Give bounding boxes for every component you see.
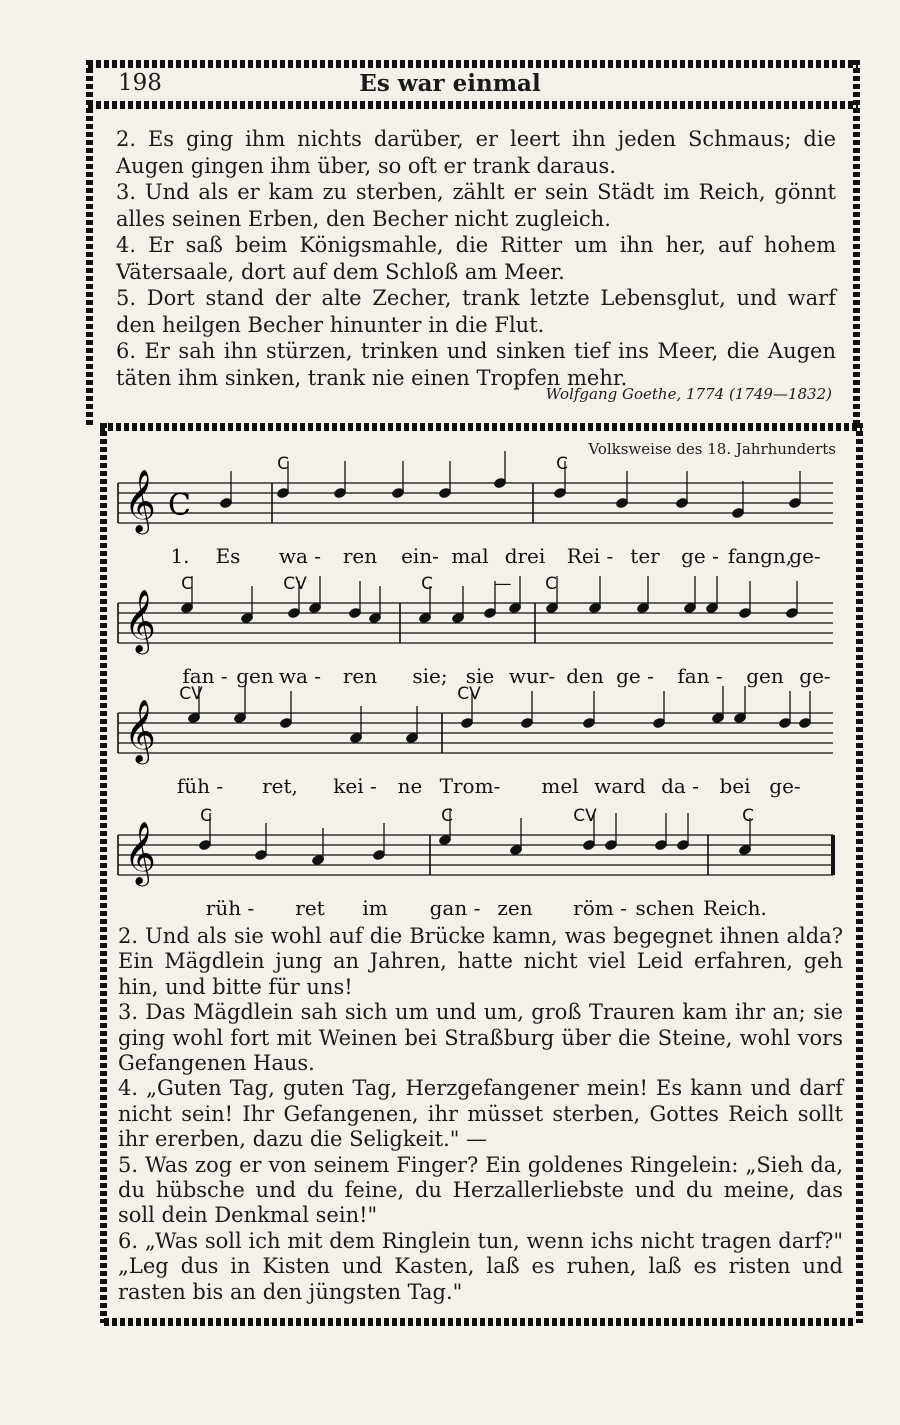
lyric-syllable: zen <box>497 896 533 920</box>
treble-clef-icon: 𝄞 <box>124 469 156 532</box>
chord-symbol: CV <box>573 806 597 826</box>
lyric-syllable: drei <box>504 544 546 568</box>
chord-symbol: C <box>545 574 557 594</box>
lyric-syllable: fan - <box>677 664 723 688</box>
poem-stanza-4: 4. Er saß beim Königsmahle, die Ritter um ihn her, auf hohem Vätersaale, dort auf dem Schloß am Meer. <box>116 233 836 284</box>
lyric-syllable: ren <box>342 664 378 688</box>
common-time-symbol: C <box>168 488 191 523</box>
lyric-syllable: wa - <box>278 544 322 568</box>
lyric-syllable: im <box>362 896 388 920</box>
lyric-syllable: ge - <box>681 544 719 568</box>
lyric-syllable: gen <box>236 664 274 688</box>
chord-symbol: C <box>742 806 754 826</box>
chord-symbol: C <box>421 574 433 594</box>
lyric-syllable: ge- <box>789 544 821 568</box>
lyric-syllable: ter <box>630 544 660 568</box>
treble-clef-icon: 𝄞 <box>124 821 156 884</box>
lyric-syllable: ge - <box>616 664 654 688</box>
lyric-syllable: kei - <box>333 774 377 798</box>
verse-4: 4. „Guten Tag, guten Tag, Herzgefangener mein! Es kann und darf nicht sein! Ihr Gefangenen, ihr müsset sterben, Gottes Reich sollt ihr ererben, dazu die Seligkeit." — <box>118 1076 843 1152</box>
verse-6: 6. „Was soll ich mit dem Ringlein tun, wenn ichs nicht tragen darf?" „Leg dus in Kisten und Kasten, laß es ruhen, laß es risten und rasten bis an den jüngsten Tag." <box>118 1228 843 1304</box>
treble-clef-icon: 𝄞 <box>124 589 156 652</box>
lyric-syllable: mal <box>451 544 489 568</box>
lyric-syllable: ge- <box>799 664 831 688</box>
lyric-syllable: Reich. <box>703 896 767 920</box>
chord-symbol: CV <box>283 574 307 594</box>
melody-credit: Volksweise des 18. Jahrhunderts <box>588 440 836 458</box>
poem-stanza-5: 5. Dort stand der alte Zecher, trank letzte Lebensglut, und warf den heilgen Becher hinunter in die Flut. <box>116 286 836 337</box>
chord-symbol: C <box>277 454 289 474</box>
verse-3: 3. Das Mägdlein sah sich um und um, groß Trauren kam ihr an; sie ging wohl fort mit Weinen bei Straßburg über die Steine, wohl vors Gefangenen Haus. <box>118 1000 843 1076</box>
page-number: 198 <box>118 70 162 96</box>
lyric-syllable: gen <box>746 664 784 688</box>
lyric-syllable: gan - <box>429 896 481 920</box>
chord-symbol: C <box>556 454 568 474</box>
lyric-syllable: wa - <box>278 664 322 688</box>
lyric-syllable: Es <box>215 544 241 568</box>
running-title: Es war einmal <box>359 70 541 97</box>
chord-symbol: C <box>200 806 212 826</box>
lyric-syllable: ren <box>342 544 378 568</box>
poem-stanza-6: 6. Er sah ihn stürzen, trinken und sinken tief ins Meer, die Augen täten ihm sinken, trank nie einen Tropfen mehr. <box>116 339 836 390</box>
lyric-syllable: Trom- <box>439 774 501 798</box>
verse-5: 5. Was zog er von seinem Finger? Ein goldenes Ringelein: „Sieh da, du hübsche und du feine, du Herzallerliebste und du meine, das soll dein Denkmal sein!" <box>118 1152 843 1228</box>
lyric-syllable: wur- <box>508 664 556 688</box>
lyric-syllable: den <box>566 664 604 688</box>
poem-stanza-3: 3. Und als er kam zu sterben, zählt er sein Städt im Reich, gönnt alles seinen Erben, den Becher nicht zugleich. <box>116 180 836 231</box>
lyric-syllable: sie; <box>412 664 448 688</box>
chord-symbol: CV <box>457 684 481 704</box>
lyric-syllable: da - <box>661 774 699 798</box>
lyric-syllable: fangn, <box>727 544 793 568</box>
bottom-border <box>104 1318 856 1326</box>
lyric-syllable: 1. <box>170 544 190 568</box>
lyric-syllable: mel <box>541 774 579 798</box>
treble-clef-icon: 𝄞 <box>124 699 156 762</box>
lyric-syllable: fan - <box>182 664 228 688</box>
chord-symbol: — <box>494 574 512 594</box>
poem-attribution: Wolfgang Goethe, 1774 (1749—1832) <box>545 385 832 403</box>
lyric-syllable: ein- <box>401 544 439 568</box>
chord-symbol: C <box>181 574 193 594</box>
lyric-syllable: bei <box>719 774 751 798</box>
lyric-syllable: Rei - <box>566 544 614 568</box>
lyric-syllable: schen <box>635 896 695 920</box>
lyric-syllable: röm - <box>573 896 627 920</box>
lyric-syllable: rüh - <box>205 896 255 920</box>
lyric-syllable: ge- <box>769 774 801 798</box>
chord-symbol: C <box>441 806 453 826</box>
lyric-syllable: sie <box>465 664 495 688</box>
chord-symbol: CV <box>179 684 203 704</box>
verse-2: 2. Und als sie wohl auf die Brücke kamn, was begegnet ihnen alda? Ein Mägdlein jung an Jahren, hatte nicht viel Leid erfahren, geh hin, und bitte für uns! <box>118 924 843 999</box>
lyric-syllable: ret, <box>262 774 298 798</box>
song-verses <box>118 924 843 1305</box>
lyric-syllable: ret <box>295 896 325 920</box>
lyric-syllable: füh - <box>176 774 224 798</box>
poem-stanza-2: 2. Es ging ihm nichts darüber, er leert ihn jeden Schmaus; die Augen gingen ihm über, so oft er trank daraus. <box>116 127 836 178</box>
lyric-syllable: ne <box>397 774 423 798</box>
lyric-syllable: ward <box>594 774 646 798</box>
